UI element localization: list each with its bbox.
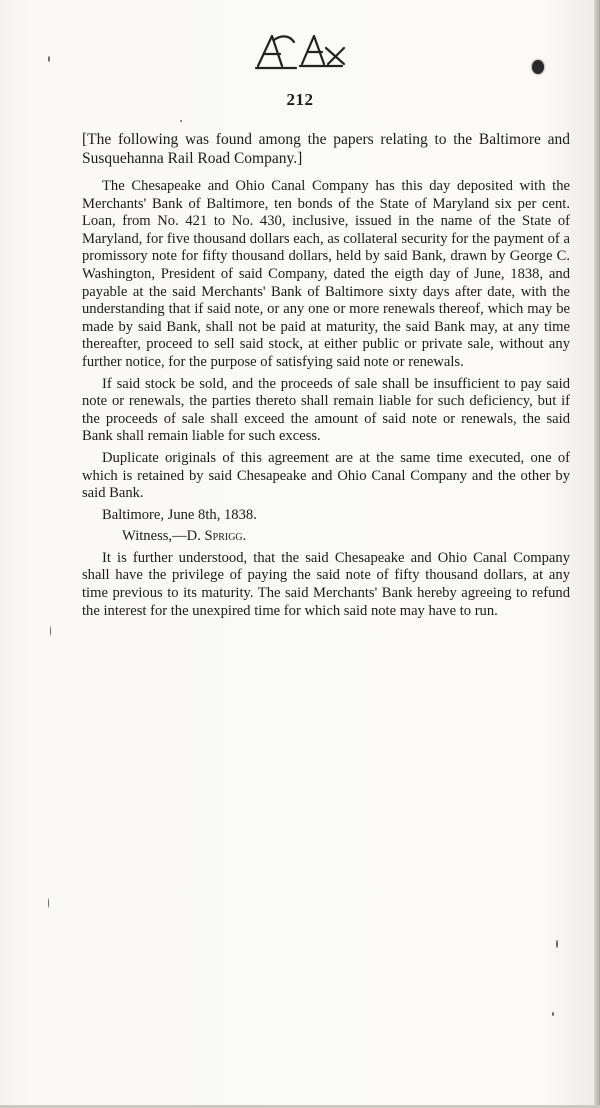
page-edge xyxy=(594,0,600,1108)
agreement-paragraph: The Chesapeake and Ohio Canal Company has this day deposited with the Merchants' Bank of Baltimore, ten bonds of the State of Maryland six per cent. Loan, from No. 421 to No. 430, inclusive, issued in the name of the State of Maryland, for five thousand dollars each, as collateral security for the payment of a promissory note for fifty thousand dollars, held by said Bank, drawn by George C. Washington, President of said Company, dated the eigth day of June, 1838, and payable at the said Merchants' Bank of Baltimore sixty days after date, with the understanding that if said note, or any one or more renewals thereof, which may be made by said Bank, shall not be paid at maturity, the said Bank may, at any time thereafter, proceed to sell said stock, at either public or private sale, without any further notice, for the purpose of satisfying said note or renewals. xyxy=(82,178,570,370)
document-body xyxy=(82,130,570,624)
ink-blot xyxy=(532,60,544,74)
ink-monogram-mark xyxy=(252,28,352,72)
witness-name: Sprigg. xyxy=(204,528,247,545)
agreement-paragraph: If said stock be sold, and the proceeds of sale shall be insufficient to pay said note or renewals, the parties thereto shall remain liable for such deficiency, but if the proceeds of sale shall exceed the amount of said note or renewals, the said Bank shall remain liable for such excess. xyxy=(82,375,570,445)
witness-line xyxy=(82,528,570,546)
page-speck xyxy=(50,626,51,636)
editorial-note: [The following was found among the papers relating to the Baltimore and Susquehanna Rail Road Company.] xyxy=(82,131,570,167)
page-speck xyxy=(48,56,50,62)
agreement-paragraph: Duplicate originals of this agreement are at the same time executed, one of which is retained by said Chesapeake and Ohio Canal Company and the other by said Bank. xyxy=(82,449,570,502)
witness-label: Witness,—D. xyxy=(122,528,205,545)
page-speck xyxy=(556,940,558,948)
page-speck xyxy=(552,1012,554,1016)
final-paragraph: It is further understood, that the said Chesapeake and Ohio Canal Company shall have the privilege of paying the said note of fifty thousand dollars, at any time previous to its maturity. The said Merchants' Bank hereby agreeing to refund the interest for the unexpired time for which said note may have to run. xyxy=(82,549,570,619)
page-speck xyxy=(180,120,182,122)
date-line: Baltimore, June 8th, 1838. xyxy=(102,506,257,523)
page-speck xyxy=(48,898,49,908)
page-number: 212 xyxy=(286,90,314,109)
